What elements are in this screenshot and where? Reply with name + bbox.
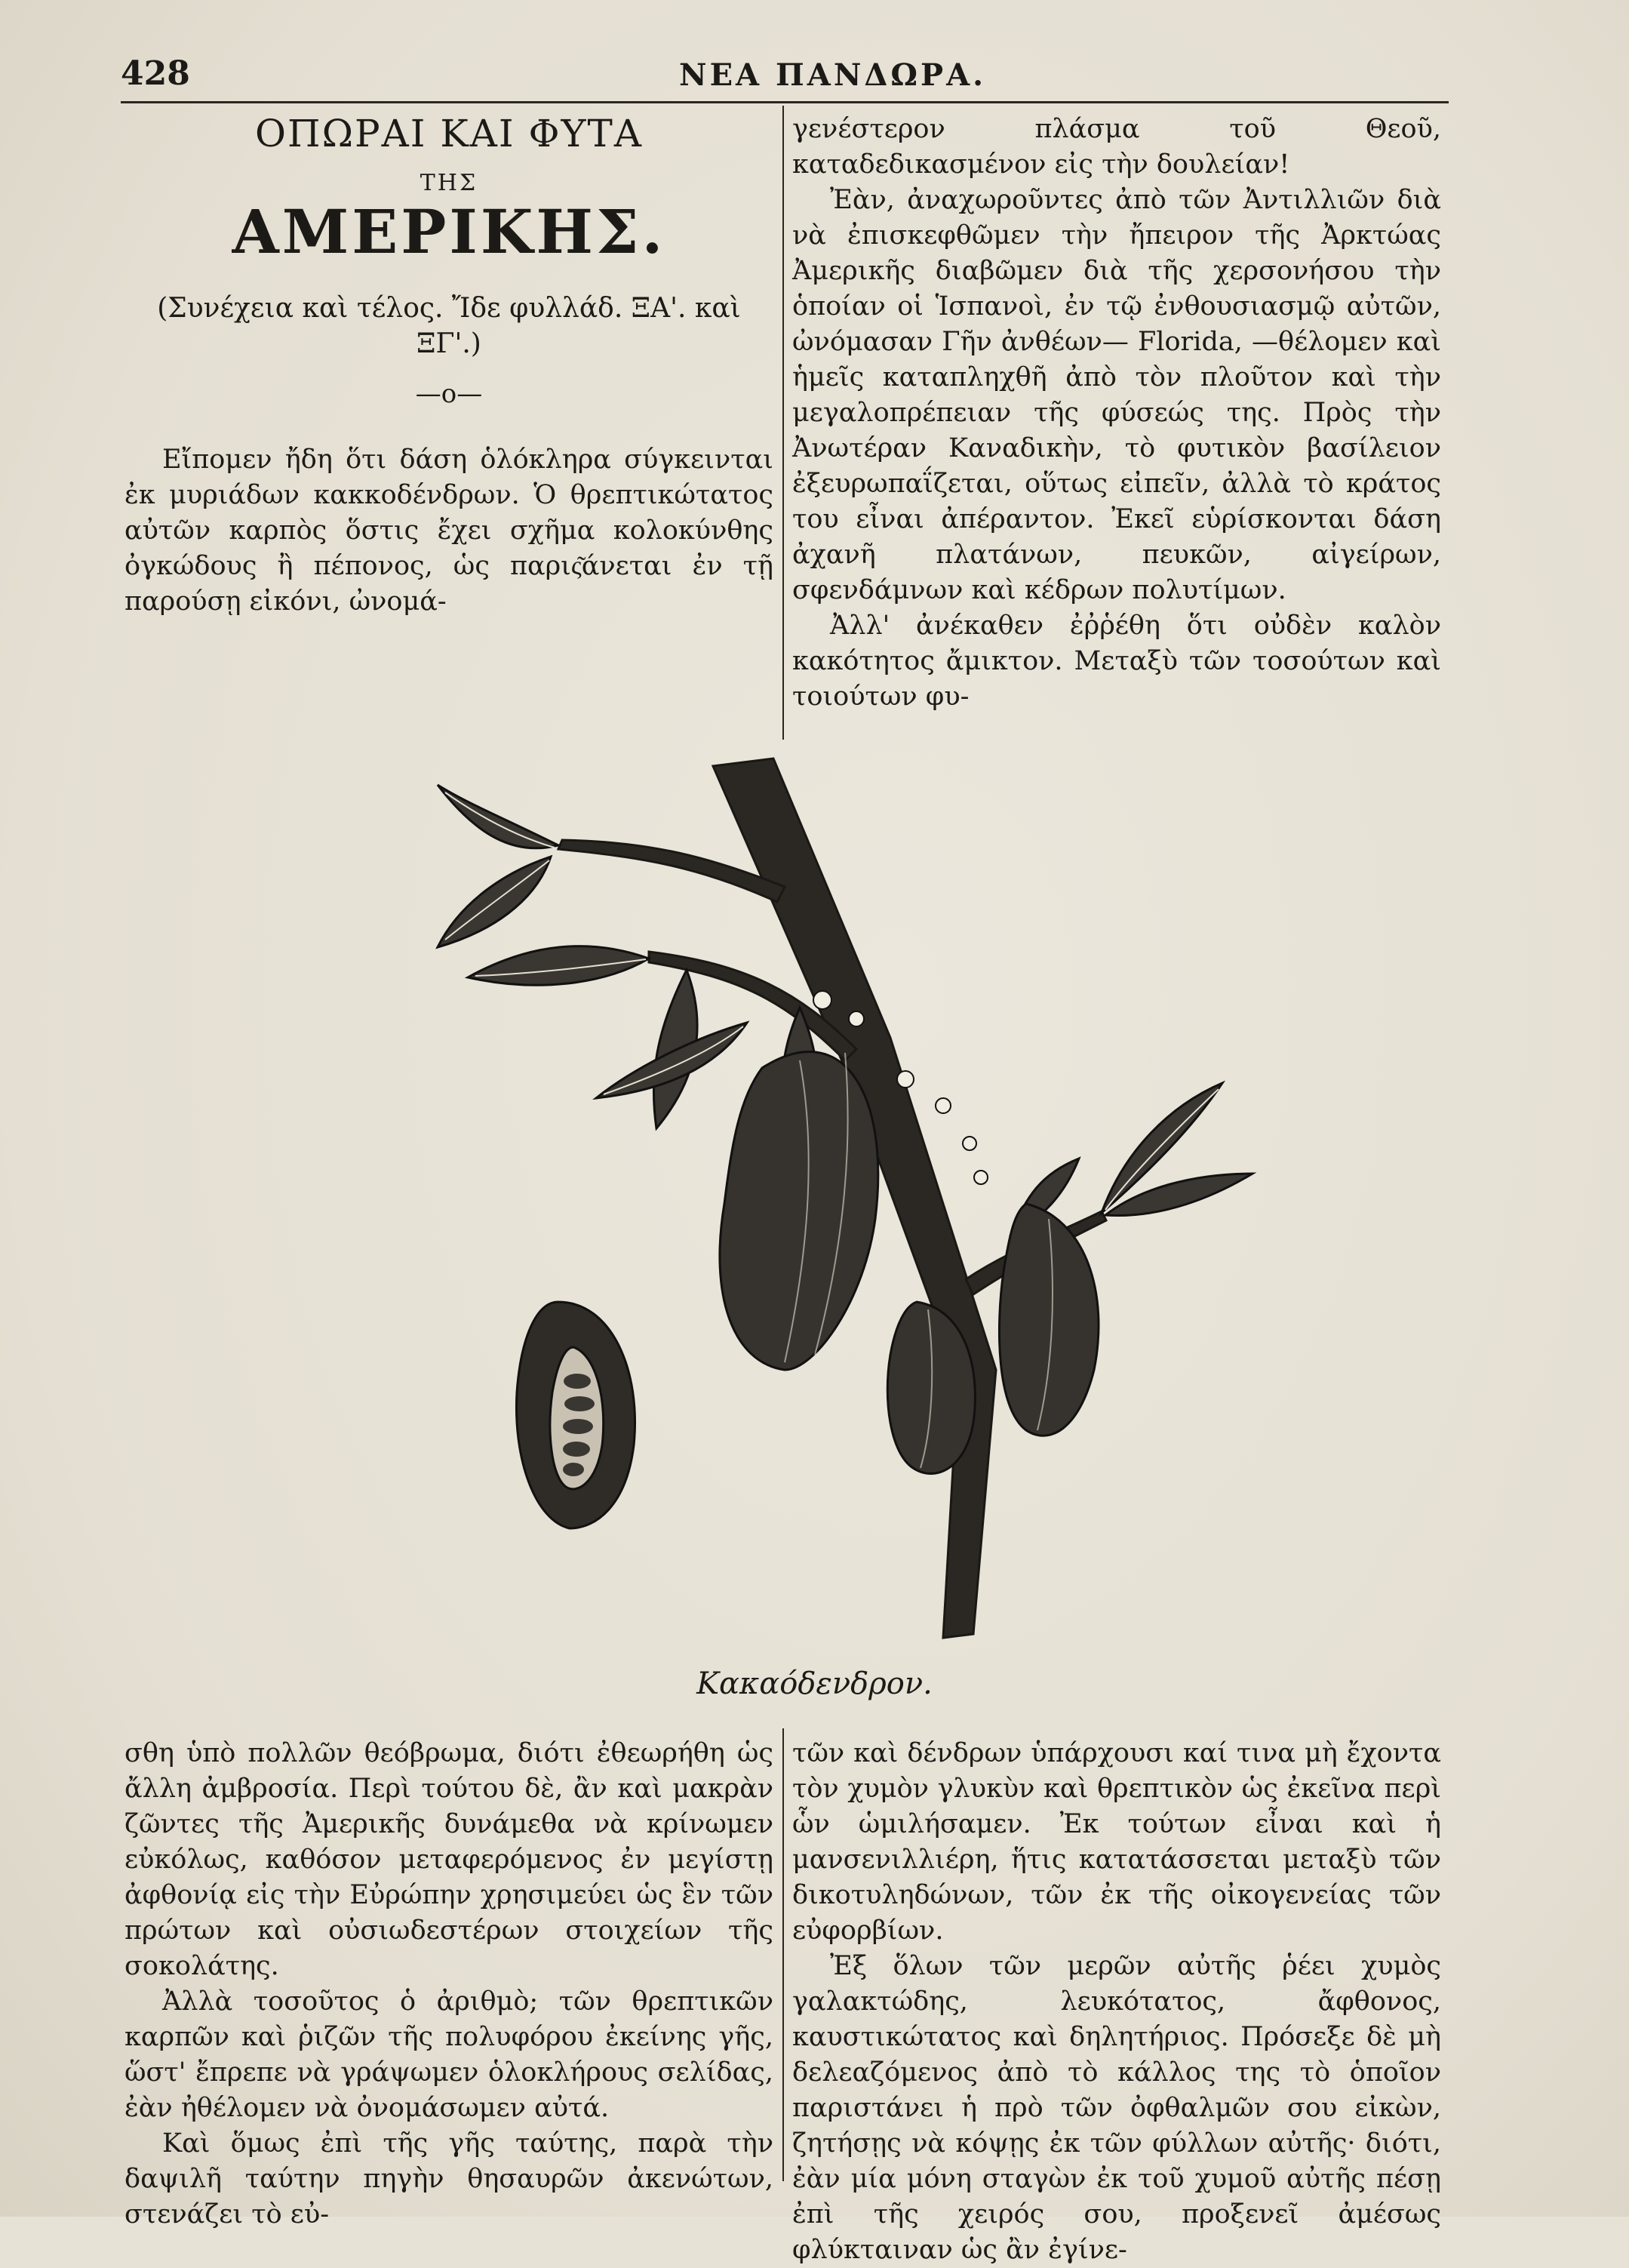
article-title-article: ΤΗΣ (420, 170, 478, 196)
right-column-bottom (792, 1736, 1441, 2268)
continuation-note: (Συνέχεια καὶ τέλος. Ἴδε φυλλάδ. ΞΑ'. καὶ ΞΓ'.) (157, 293, 741, 359)
paragraph: Εἴπομεν ἤδη ὅτι δάση ὁλόκληρα σύγκεινται ἐκ μυριάδων κακκοδένδρων. Ὁ θρεπτικώτατος αὐτῶν καρπὸς ὅστις ἔχει σχῆμα κολοκύνθης ὀγκώδους ἢ πέπονος, ὡς παρις͂άνεται ἐν τῇ παρούσῃ εἰκόνι, ὠνομά- (124, 445, 773, 617)
paragraph: τῶν καὶ δένδρων ὑπάρχουσι καί τινα μὴ ἔχοντα τὸν χυμὸν γλυκὺν καὶ θρεπτικὸν ὡς ἐκεῖνα περὶ ὧν ὡμιλήσαμεν. Ἐκ τούτων εἶναι καὶ ἡ μανσενιλλιέρη, ἥτις κατατάσσεται μεταξὺ τῶν δικοτυληδώνων, τῶν ἐκ τῆς οἰκογενείας τῶν εὐφορβίων. (792, 1738, 1441, 1946)
paragraph: Καὶ ὅμως ἐπὶ τῆς γῆς ταύτης, παρὰ τὴν δαψιλῆ ταύτην πηγὴν θησαυρῶν ἀκενώτων, στενάζει τὸ εὐ- (124, 2128, 773, 2230)
paragraph: σθη ὑπὸ πολλῶν θεόβρωμα, διότι ἐθεωρήθη ὡς ἄλλη ἀμβροσία. Περὶ τούτου δὲ, ἂν καὶ μακρὰν ζῶντες τῆς Ἀμερικῆς δυνάμεθα νὰ κρίνωμεν εὐκόλως, καθόσον μεταφερόμενος ἐν μεγίστῃ ἀφθονίᾳ εἰς τὴν Εὐρώπην χρησιμεύει ὡς ἓν τῶν πρώτων καὶ οὐσιωδεστέρων στοιχείων τῆς σοκολάτης. (124, 1738, 773, 1981)
paragraph: Ἀλλὰ τοσοῦτος ὁ ἀριθμὸ; τῶν θρεπτικῶν καρπῶν καὶ ῥιζῶν τῆς πολυφόρου ἐκείνης γῆς, ὥστ' ἔπρεπε νὰ γράψωμεν ὁλοκλήρους σελίδας, ἐὰν ἠθέλομεν νὰ ὀνομάσωμεν αὐτά. (124, 1986, 773, 2123)
ornament: —o— (415, 379, 483, 409)
column-rule-bottom (782, 1728, 784, 2181)
left-column-top (124, 113, 773, 620)
figure-caption: Κακαόδενδρον. (696, 1666, 933, 1701)
article-title: ΟΠΩΡΑΙ ΚΑΙ ΦΥΤΑ (254, 112, 643, 155)
right-column-top (792, 112, 1441, 715)
paragraph: Ἐξ ὅλων τῶν μερῶν αὐτῆς ῥέει χυμὸς γαλακτώδης, λευκότατος, ἄφθονος, καυστικώτατος καὶ δηλητήριος. Πρόσεξε δὲ μὴ δελεαζόμενος ἀπὸ τὸ κάλλος της τὸ ὁποῖον παριστάνει ἡ πρὸ τῶν ὀφθαλμῶν σου εἰκὼν, ζητήσῃς νὰ κόψῃς ἐκ τῶν φύλλων αὐτῆς· διότι, ἐὰν μία μόνη σταγὼν ἐκ τοῦ χυμοῦ αὐτῆς πέσῃ ἐπὶ τῆς χειρός σου, προξενεῖ ἀμέσως φλύκταιναν ὡς ἂν ἐγίνε- (792, 1951, 1441, 2265)
paragraph: Ἀλλ' ἀνέκαθεν ἐῤῥέθη ὅτι οὐδὲν καλὸν κακότητος ἄμικτον. Μεταξὺ τῶν τοσούτων καὶ τοιούτων φυ- (792, 611, 1441, 712)
header-rule (121, 101, 1449, 103)
column-rule-top (782, 106, 784, 740)
running-title: ΝΕΑ ΠΑΝΔΩΡΑ. (679, 57, 987, 93)
left-column-bottom (124, 1736, 773, 2233)
paragraph: Ἐὰν, ἀναχωροῦντες ἀπὸ τῶν Ἀντιλλιῶν διὰ νὰ ἐπισκεφθῶμεν τὴν ἤπειρον τῆς Ἀρκτώας Ἀμερικῆς διαβῶμεν διὰ τῆς χερσονήσου τὴν ὁποίαν οἱ Ἱσπανοὶ, ἐν τῷ ἐνθουσιασμῷ αὐτῶν, ὠνόμασαν Γῆν ἀνθέων— Florida, —θέλομεν καὶ ἡμεῖς καταπληχθῆ ἀπὸ τὸν πλοῦτον καὶ τὴν μεγαλοπρέπειαν τῆς φύσεώς της. Πρὸς τὴν Ἀνωτέραν Καναδικὴν, τὸ φυτικὸν βασίλειον ἐξευρωπαΐζεται, οὕτως εἰπεῖν, ἀλλὰ τὸ κράτος του εἶναι ἀπέραντον. Ἐκεῖ εὑρίσκονται δάση ἀχανῆ πλατάνων, πευκῶν, αἰγείρων, σφενδάμνων καὶ κέδρων πολυτίμων. (792, 185, 1441, 605)
paragraph: γενέστερον πλάσμα τοῦ Θεοῦ, καταδεδικασμένον εἰς τὴν δουλείαν! (792, 114, 1441, 180)
cacao-tree-illustration (423, 751, 1479, 1657)
article-title-main: ΑΜΕΡΙΚΗΣ. (232, 196, 666, 267)
page-number: 428 (121, 54, 190, 93)
running-header (121, 54, 1449, 100)
